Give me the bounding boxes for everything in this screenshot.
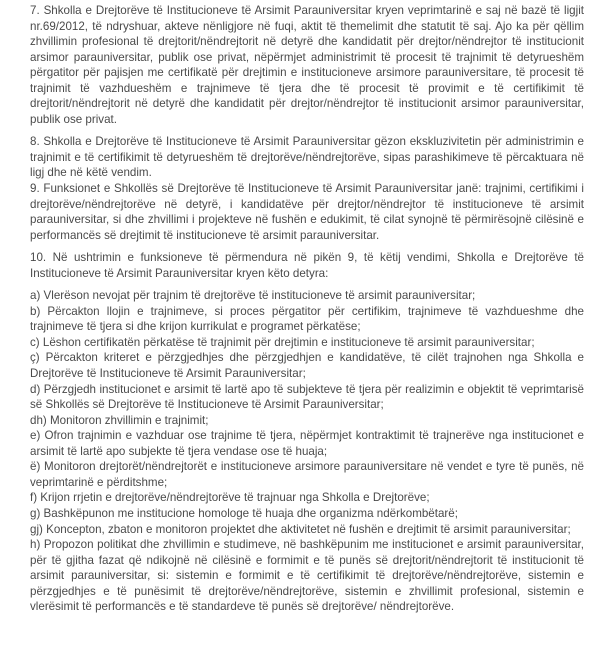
duty-item-dh: dh) Monitoron zhvillimin e trajnimit; bbox=[30, 413, 209, 427]
duty-item-c: c) Lëshon certifikatën përkatëse të trajnimit për drejtimin e institucioneve të arsimit parauniversitar; bbox=[30, 335, 535, 349]
duty-item-b: b) Përcakton llojin e trajnimeve, si proces përgatitor për certifikim, trajnimeve të vazhdueshme dhe trajnimeve të tjera si dhe krijon kurrikulat e programet përkatëse; bbox=[30, 304, 584, 334]
duty-item-a: a) Vlerëson nevojat për trajnim të drejtorëve të institucioneve të arsimit parauniversitar; bbox=[30, 289, 476, 303]
duty-item-h: h) Propozon politikat dhe zhvillimin e studimeve, në bashkëpunim me institucionet e arsimit parauniversitar, për të gjitha fazat që ndikojnë në cilësinë e formimit e të punës së drejtorit/nëndrejtorit të institucionit të arsimit parauniversitar, si: sistemin e formimit e të certifikimit të drejtorëve/nëndrejtorëve, sistemin e përzgjedhjes e të punësimit të drejtorëve/nëndrejtorëve, sistemin e zhvillimit profesional, sistemin e vlerësimit të performancës e të standardeve të punës së drejtorëve/ nëndrejtorëve. bbox=[30, 538, 584, 614]
duty-item-gj: gj) Koncepton, zbaton e monitoron projektet dhe aktivitetet në fushën e drejtimit të arsimit parauniversitar; bbox=[30, 522, 571, 536]
paragraph-8: 8. Shkolla e Drejtorëve të Institucioneve të Arsimit Parauniversitar gëzon ekskluzivitetin për administrimin e trajnimit e të certifikimit të detyrueshëm të drejtorëve/nëndrejtorëve, sipas parashikimeve të përcaktuara në ligj dhe në këtë vendim. bbox=[30, 135, 584, 180]
duty-item-g: g) Bashkëpunon me institucione homologe të huaja dhe organizma ndërkombëtarë; bbox=[30, 506, 458, 520]
duty-item-d: d) Përzgjedh institucionet e arsimit të lartë apo të subjekteve të tjera për realizimin e objektit të veprimtarisë së Shkollës së Drejtorëve të Institucioneve të Arsimit Parauniversitar; bbox=[30, 382, 584, 412]
duty-item-e: e) Ofron trajnimin e vazhduar ose trajnime të tjera, nëpërmjet kontraktimit të trajnerëve nga institucionet e arsimit të lartë apo subjekte të tjera vendase ose të huaja; bbox=[30, 429, 584, 458]
paragraph-10: 10. Në ushtrimin e funksioneve të përmendura në pikën 9, të këtij vendimi, Shkolla e Drejtorëve të Institucioneve të Arsimit Parauniversitar kryen këto detyra: bbox=[30, 251, 584, 280]
duty-item-f: f) Krijon rrjetin e drejtorëve/nëndrejtorëve të trajnuar nga Shkolla e Drejtorëve; bbox=[30, 491, 430, 505]
document-body bbox=[30, 3, 584, 615]
duty-item-e-umlaut: ë) Monitoron drejtorët/nëndrejtorët e institucioneve arsimore parauniversitare në vendet e tyre të punës, në veprimtarinë e përditshme; bbox=[30, 460, 584, 489]
paragraph-9: 9. Funksionet e Shkollës së Drejtorëve të Institucioneve të Arsimit Parauniversitar janë: trajnimi, certifikimi i drejtorëve/nëndrejtorëve në detyrë, i kandidatëve për drejtor/nëndrejtor të institucioneve të arsimit parauniversitar, si dhe zhvillimi i projekteve në fushën e edukimit, të cilat synojnë të përmirësojnë cilësinë e performancës së drejtimit të institucioneve të arsimit parauniversitar. bbox=[30, 182, 584, 242]
duties-list bbox=[30, 288, 584, 614]
duty-item-c-cedilla: ç) Përcakton kriteret e përzgjedhjes dhe përzgjedhjen e kandidatëve, të cilët trajnohen nga Shkolla e Drejtorëve të Institucioneve të Arsimit Parauniversitar; bbox=[30, 351, 584, 381]
paragraph-7: 7. Shkolla e Drejtorëve të Institucioneve të Arsimit Parauniversitar kryen veprimtarinë e saj në bazë të ligjit nr.69/2012, të ndryshuar, akteve nënligjore në fuqi, aktit të themelimit dhe statutit të saj. Ajo ka për qëllim zhvillimin profesional të drejtorit/nëndrejtorit në detyrë dhe kandidatit për drejtor/nëndrejtor të institucionit arsimor parauniversitar, publik ose privat, nëpërmjet administrimit të procesit të trajnimit të detyrueshëm përgatitor për pajisjen me certifikatë për drejtimin e institucioneve arsimore parauniversitare, të procesit të trajnimit të vazhdueshëm e trajnimeve të tjera dhe të procesit të provimit e të certifikimit të drejtorit/nëndrejtorit në detyrë dhe kandidatit për drejtor/nëndrejtor të institucionit arsimor parauniversitar, publik ose privat. bbox=[30, 4, 584, 126]
